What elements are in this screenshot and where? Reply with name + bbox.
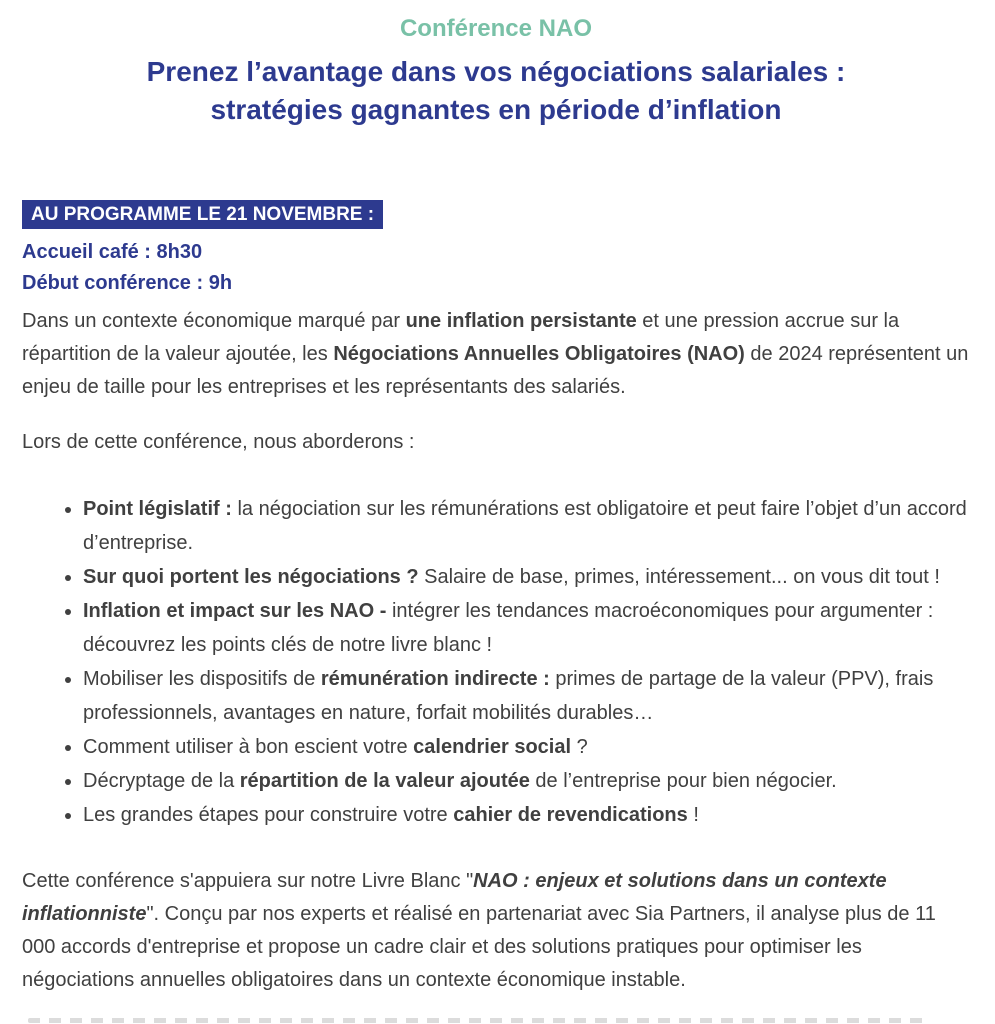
clipped-next-line	[28, 1018, 928, 1023]
list-item: • Les grandes étapes pour construire votre cahier de revendications !	[83, 798, 970, 832]
page-title	[22, 53, 970, 129]
list-item: • Inflation et impact sur les NAO - intégrer les tendances macroéconomiques pour argumenter : découvrez les points clés de notre livre blanc !	[83, 594, 970, 662]
closing-paragraph: Cette conférence s'appuiera sur notre Livre Blanc "NAO : enjeux et solutions dans un contexte inflationniste". Conçu par nos experts et réalisé en partenariat avec Sia Partners, il analyse plus de 11 000 accords d'entreprise et propose un cadre clair et des solutions pratiques pour optimiser les négociations annuelles obligatoires dans un contexte économique instable.	[22, 870, 936, 991]
list-item: • Mobiliser les dispositifs de rémunération indirecte : primes de partage de la valeur (PPV), frais professionnels, avantages en nature, forfait mobilités durables…	[83, 662, 970, 730]
agenda-list	[22, 492, 970, 832]
agenda-lead-in: Lors de cette conférence, nous aborderons :	[22, 431, 415, 453]
title-line-1: Prenez l’avantage dans vos négociations salariales :	[146, 56, 846, 87]
list-item: • Décryptage de la répartition de la valeur ajoutée de l’entreprise pour bien négocier.	[83, 764, 970, 798]
title-line-2: stratégies gagnantes en période d’inflation	[210, 94, 782, 125]
intro-paragraph: Dans un contexte économique marqué par une inflation persistante et une pression accrue sur la répartition de la valeur ajoutée, les Négociations Annuelles Obligatoires (NAO) de 2024 représentent un enjeu de taille pour les entreprises et les représentants des salariés.	[22, 310, 969, 398]
program-date-badge: AU PROGRAMME LE 21 NOVEMBRE :	[22, 200, 383, 229]
welcome-coffee-time: Accueil café : 8h30	[22, 241, 203, 263]
list-item: • Sur quoi portent les négociations ? Salaire de base, primes, intéressement... on vous dit tout !	[83, 560, 970, 594]
list-item: • Point législatif : la négociation sur les rémunérations est obligatoire et peut faire l’objet d’un accord d’entreprise.	[83, 492, 970, 560]
list-item: • Comment utiliser à bon escient votre calendrier social ?	[83, 730, 970, 764]
conference-start-time: Début conférence : 9h	[22, 272, 233, 294]
conference-kicker: Conférence NAO	[399, 15, 593, 42]
